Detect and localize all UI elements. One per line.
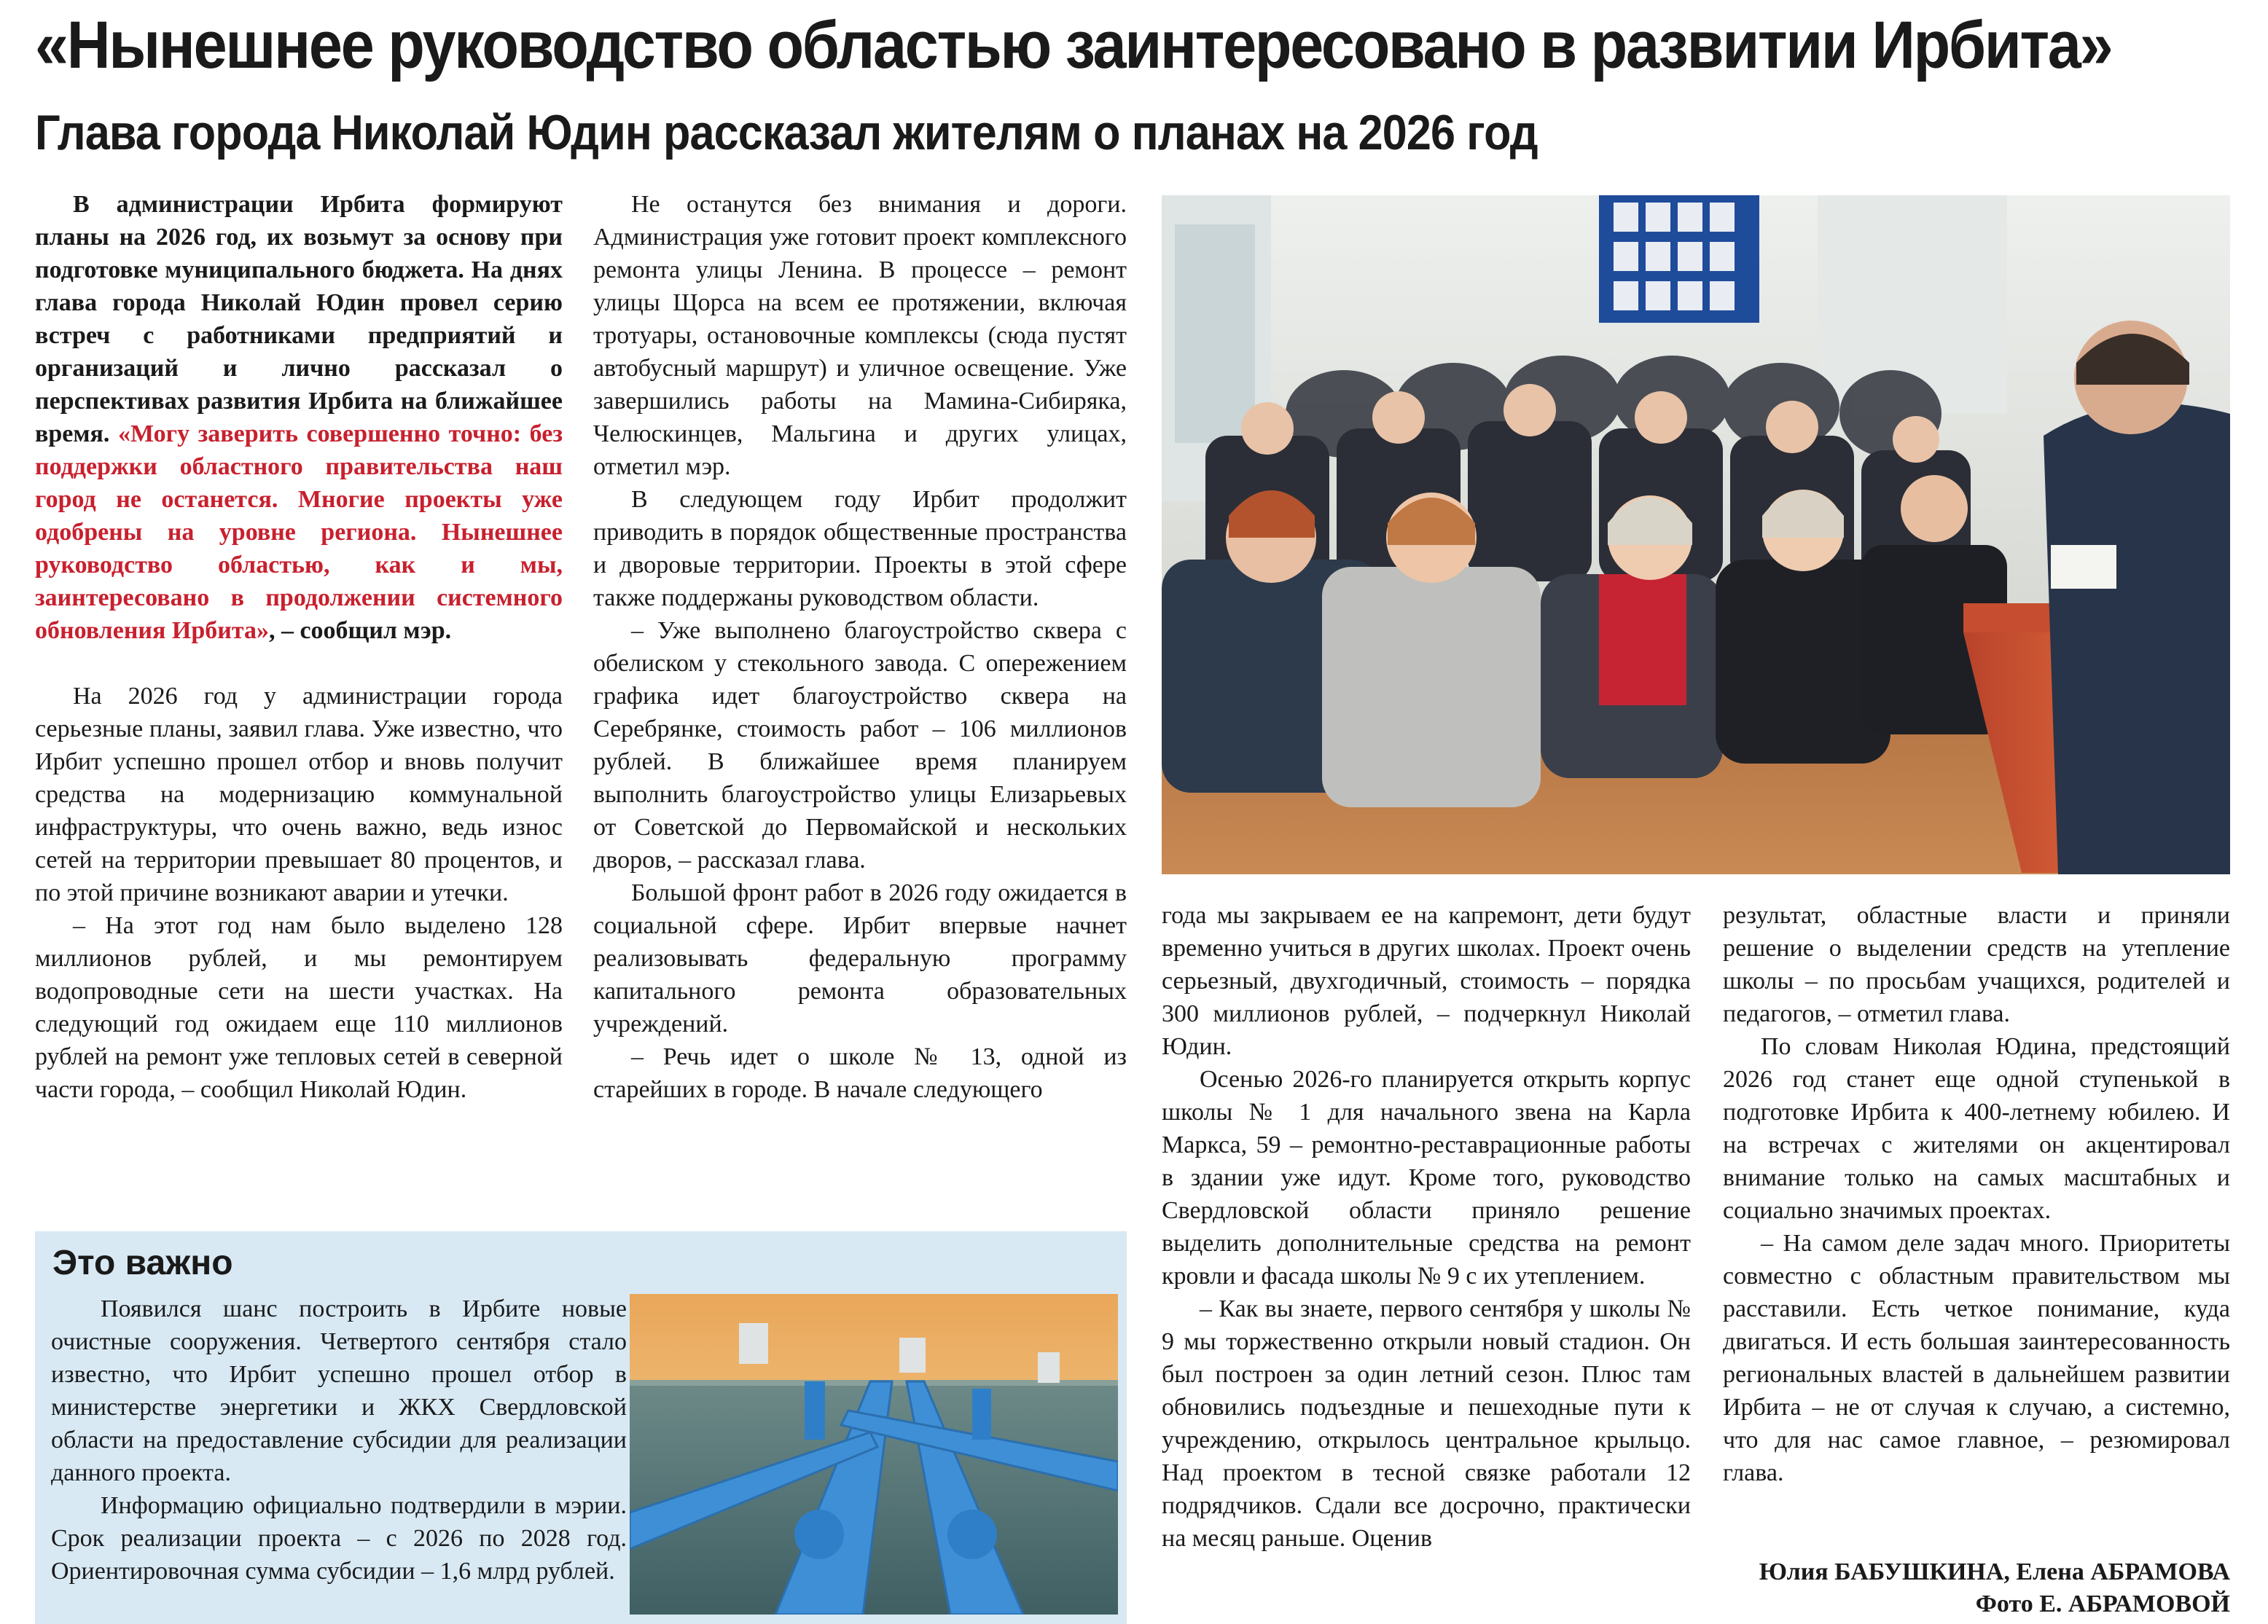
body-paragraph: Не останутся без внимания и дороги. Администрация уже готовит проект комплексного ремонта улицы Ленина. В процессе – ремонт улицы Щорса на всем ее протяжении, включая тротуары, остановочные комплексы (сюда пустят автобусный маршрут) и уличное освещение. Уже завершились работы на Мамина-Сибиряка, Челюскинцев, Мальгина и других улицах, отметил мэр. (593, 191, 1127, 480)
byline (1759, 1556, 2230, 1620)
important-box (35, 1231, 1127, 1624)
body-paragraph: На 2026 год у администрации города серьезные планы, заявил глава. Уже известно, что Ирбит успешно прошел отбор и вновь получит средства на модернизацию коммунальной инфраструктуры, что очень важно, ведь износ сетей на территории превышает 80 процентов, и по этой причине возникают аварии и утечки. (35, 683, 563, 906)
lead-quote: «Могу заверить совершенно точно: без поддержки областного правительства наш город не останется. Многие проекты уже одобрены на уровне региона. Нынешнее руководство областью, как и мы, заинтересовано в продолжении системного обновления Ирбита» (35, 420, 563, 644)
byline-photo: Фото Е. АБРАМОВОЙ (1975, 1590, 2230, 1617)
important-box-text (51, 1292, 627, 1588)
lead-text: В администрации Ирбита формируют планы на 2026 год, их возьмут за основу при подготовке муниципального бюджета. На днях глава города Николай Юдин провел серию встреч с работниками предприятий и организаций и лично рассказал о перспективах развития Ирбита на ближайшее время. (35, 191, 563, 447)
body-paragraph: – На самом деле задач много. Приоритеты совместно с областным правительством мы расставили. Есть четкое понимание, куда двигаться. И есть большая заинтересованность региональных властей в дальнейшем развитии Ирбита – не от случая к случаю, а системно, что для нас самое главное, – резюмировал глава. (1723, 1230, 2230, 1486)
body-paragraph: По словам Николая Юдина, предстоящий 2026 год станет еще одной ступенькой в подготовке Ирбита к 400-летнему юбилею. И на встречах с жителями он акцентировал внимание только на самых масштабных и социально значимых проектах. (1723, 1033, 2230, 1224)
headline: «Нынешнее руководство областью заинтересовано в развитии Ирбита» (35, 8, 2112, 82)
body-paragraph: года мы закрываем ее на капремонт, дети будут временно учиться в других школах. Проект очень серьезный, двухгодичный, стоимость – порядка 300 миллионов рублей, – подчеркнул Николай Юдин. (1162, 902, 1691, 1060)
body-paragraph: Большой фронт работ в 2026 году ожидается в социальной сфере. Ирбит впервые начнет реализовывать федеральную программу капитального ремонта образовательных учреждений. (593, 879, 1127, 1037)
body-paragraph: результат, областные власти и приняли решение о выделении средств на утепление школы – по просьбам учащихся, родителей и педагогов, – отметил глава. (1723, 902, 2230, 1027)
important-box-paragraph: Появился шанс построить в Ирбите новые очистные сооружения. Четвертого сентября стало известно, что Ирбит успешно прошел отбор в министерстве энергетики и ЖКХ Свердловской области на предоставление субсидии для реализации данного проекта. (51, 1295, 627, 1486)
body-paragraph: – Речь идет о школе № 13, одной из старейших в городе. В начале следующего (593, 1043, 1127, 1103)
important-box-title: Это важно (52, 1244, 233, 1282)
treatment-plant-illustration (630, 1294, 1118, 1615)
treatment-plant-photo (630, 1294, 1118, 1615)
lead-end: , – сообщил мэр. (268, 617, 452, 644)
byline-authors: Юлия БАБУШКИНА, Елена АБРАМОВА (1759, 1558, 2230, 1585)
body-paragraph: В следующем году Ирбит продолжит приводить в порядок общественные пространства и дворовые территории. Проекты в этой сфере также поддержаны руководством области. (593, 486, 1127, 611)
body-paragraph: Осенью 2026-го планируется открыть корпус школы № 1 для начального звена на Карла Маркса, 59 – ремонтно-реставрационные работы в здании уже идут. Кроме того, руководство Свердловской области приняло решение выделить дополнительные средства на ремонт кровли и фасада школы № 9 с их утеплением. (1162, 1066, 1691, 1290)
body-paragraph: – На этот год нам было выделено 128 миллионов рублей, и мы ремонтируем водопроводные сети на шести участках. На следующий год ожидаем еще 110 миллионов рублей на ремонт уже тепловых сетей в северной части города, – сообщил Николай Юдин. (35, 912, 563, 1103)
column-1 (35, 188, 563, 1208)
important-box-paragraph: Информацию официально подтвердили в мэрии. Срок реализации проекта – с 2026 по 2028 год. Ориентировочная сумма субсидии – 1,6 млрд рублей. (51, 1492, 627, 1585)
meeting-photo (1162, 195, 2230, 874)
column-3 (1162, 899, 1691, 1620)
meeting-photo-illustration (1162, 195, 2230, 874)
body-paragraph: – Уже выполнено благоустройство сквера с обелиском у стекольного завода. С опережением графика идет благоустройство сквера на Серебрянке, стоимость работ – 106 миллионов рублей. В ближайшее время планируем выполнить благоустройство улицы Елизарьевых от Советской до Первомайской и нескольких дворов, – рассказал глава. (593, 617, 1127, 874)
subheadline: Глава города Николай Юдин рассказал жителям о планах на 2026 год (35, 105, 1538, 160)
column-2 (593, 188, 1127, 1215)
lead-paragraph (35, 188, 563, 647)
column-4 (1723, 899, 2230, 1555)
body-paragraph: – Как вы знаете, первого сентября у школы № 9 мы торжественно открыли новый стадион. Он был построен за один летний сезон. Плюс там обновились подъездные и пешеходные пути к учреждению, открылось центральное крыльцо. Над проектом в тесной связке работали 12 подрядчиков. Сдали все досрочно, практически на месяц раньше. Оценив (1162, 1295, 1691, 1552)
